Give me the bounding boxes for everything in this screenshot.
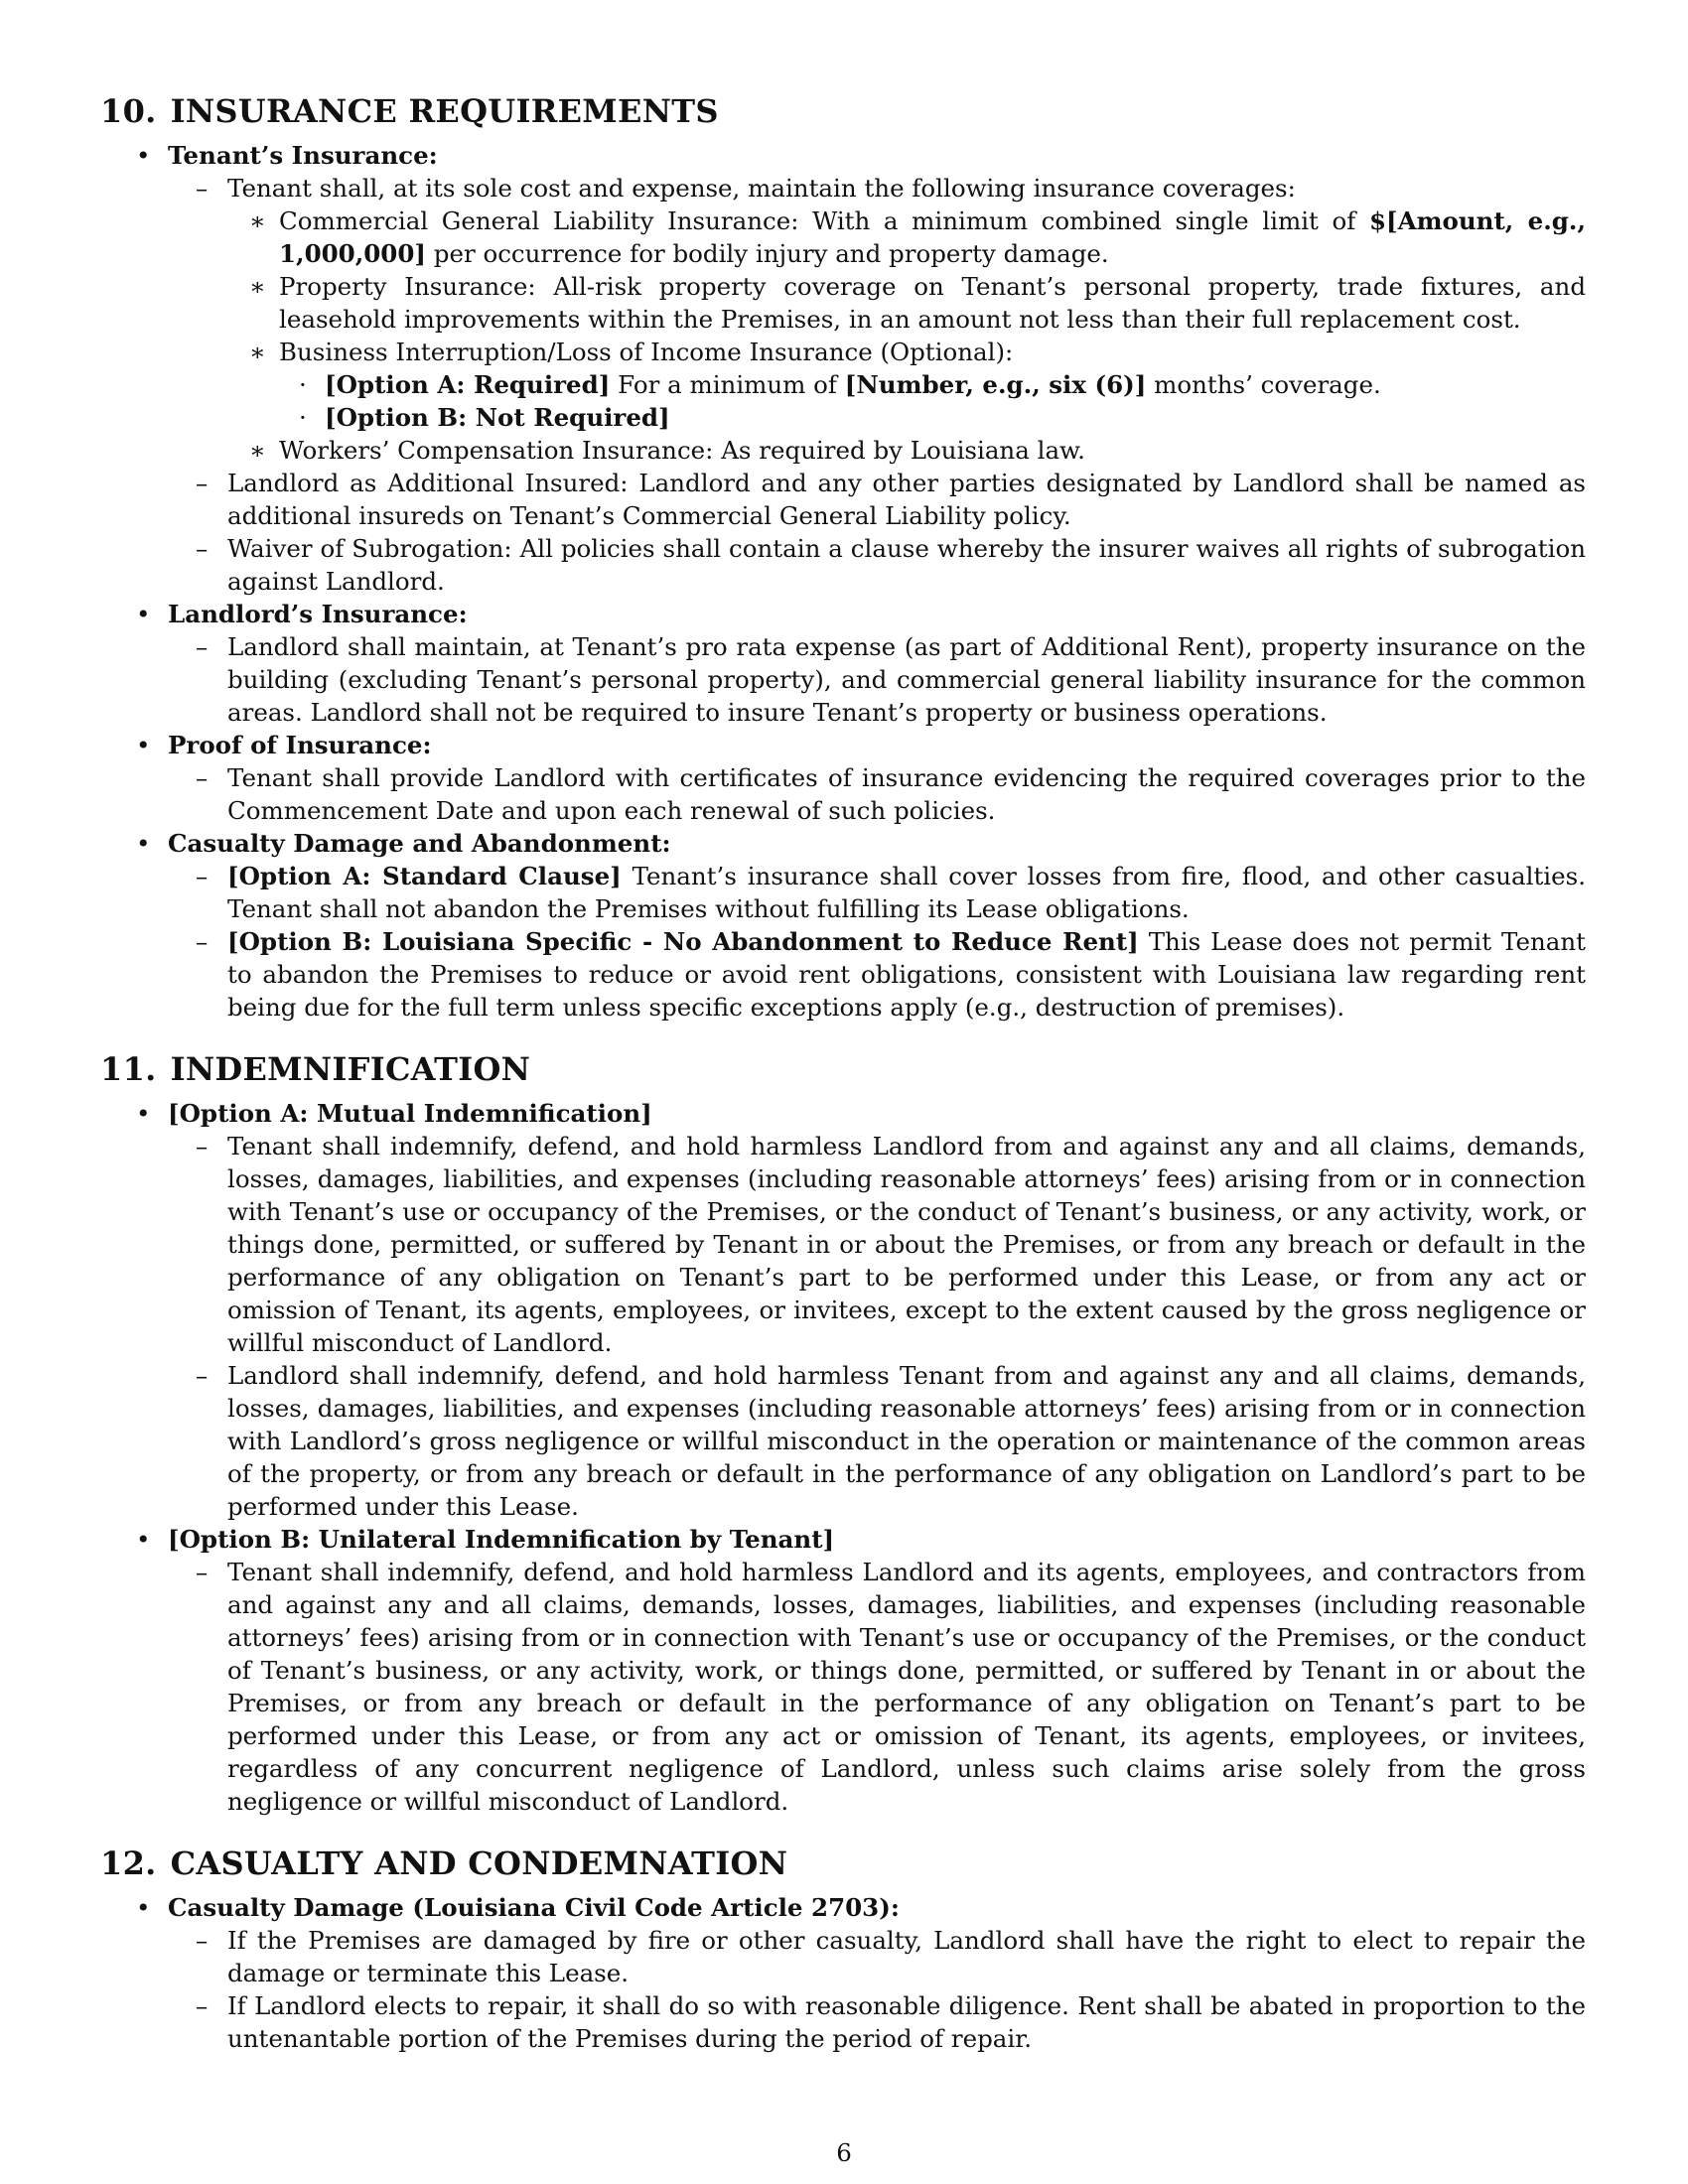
bullet-marker: • [136, 829, 151, 858]
star-marker: ∗ [249, 206, 266, 235]
paragraph-text: Tenant shall, at its sole cost and expense, maintain the following insurance coverages: [227, 174, 1296, 203]
section-casualty-condemnation [100, 1843, 1586, 2055]
list-item [168, 532, 1586, 598]
option-label: [Option A: Standard Clause] [227, 862, 622, 890]
dash-marker: – [196, 1361, 209, 1390]
list-item-landlords-insurance [100, 598, 1586, 729]
bullet-marker: • [136, 141, 151, 170]
option-label: [Option A: Mutual Indemnification] [168, 1099, 652, 1128]
section-heading: 10. INSURANCE REQUIREMENTS [100, 92, 719, 130]
paragraph-text: For a minimum of [610, 370, 845, 399]
paragraph-text: Waiver of Subrogation: All policies shall contain a clause whereby the insurer waives all rights of subrogation against Landlord. [227, 534, 1586, 596]
dot-marker: · [299, 403, 307, 432]
section-title: INSURANCE REQUIREMENTS [170, 92, 719, 130]
paragraph-text: This Lease does not permit Tenant to abandon the Premises to reduce or avoid rent obligations, consistent with Louisiana law regarding rent being due for the full term unless specific exceptions apply (e.g., destruction of premises). [227, 927, 1586, 1022]
list-item-casualty-damage-la [100, 1891, 1586, 2055]
list-item-casualty-damage [100, 827, 1586, 1024]
bullet-marker: • [136, 1525, 151, 1554]
sub-list [168, 1130, 1586, 1523]
dash-marker: – [196, 1132, 209, 1160]
sub-list [168, 172, 1586, 598]
paragraph-text: Tenant shall provide Landlord with certificates of insurance evidencing the required coverages prior to the Commencement Date and upon each renewal of such policies. [227, 763, 1586, 825]
paragraph-text: Property Insurance: All-risk property coverage on Tenant’s personal property, trade fixtures, and leasehold improvements within the Premises, in an amount not less than their full replacement cost. [279, 272, 1586, 334]
paragraph-text: If the Premises are damaged by fire or other casualty, Landlord shall have the right to elect to repair the damage or terminate this Lease. [227, 1926, 1586, 1987]
list-item [168, 467, 1586, 532]
section-heading: 12. CASUALTY AND CONDEMNATION [100, 1844, 788, 1882]
sub-sub-list [227, 205, 1586, 467]
bullet-list [100, 1891, 1586, 2055]
paragraph-text: If Landlord elects to repair, it shall do so with reasonable diligence. Rent shall be abated in proportion to the untenantable portion of the Premises during the period of repair. [227, 1991, 1586, 2053]
paragraph-text: Tenant’s insurance shall cover losses from fire, flood, and other casualties. Tenant shall not abandon the Premises without fulfilling its Lease obligations. [227, 862, 1587, 923]
dash-marker: – [196, 534, 209, 563]
paragraph-text: Commercial General Liability Insurance: With a minimum combined single limit of [279, 206, 1369, 235]
list-item [227, 434, 1586, 467]
paragraph-text: Tenant shall indemnify, defend, and hold harmless Landlord from and against any and all claims, demands, losses, damages, liabilities, and expenses (including reasonable attorneys’ fees) arising from or in connection with Tenant’s use or occupancy of the Premises, or the conduct of Tenant’s business, or any activity, work, or things done, permitted, or suffered by Tenant in or about the Premises, or from any breach or default in the performance of any obligation on Tenant’s part to be performed under this Lease, or from any act or omission of Tenant, its agents, employees, or invitees, except to the extent caused by the gross negligence or willful misconduct of Landlord. [227, 1132, 1586, 1357]
list-item [168, 1989, 1586, 2055]
list-item [279, 401, 1586, 434]
section-heading: 11. INDEMNIFICATION [100, 1050, 531, 1088]
list-item [168, 172, 1586, 467]
sub-sub-sub-list [279, 368, 1586, 434]
dash-marker: – [196, 632, 209, 661]
section-title: INDEMNIFICATION [170, 1050, 531, 1088]
option-label: [Option A: Required] [325, 370, 611, 399]
bullet-list [100, 1097, 1586, 1818]
paragraph-text: per occurrence for bodily injury and property damage. [425, 239, 1109, 268]
sub-list [168, 761, 1586, 827]
item-label: Landlord’s Insurance: [168, 600, 468, 628]
item-label: Tenant’s Insurance: [168, 141, 438, 170]
section-insurance-requirements [100, 91, 1586, 1024]
list-item-option-b [100, 1523, 1586, 1818]
item-label: Proof of Insurance: [168, 731, 432, 759]
dash-marker: – [196, 469, 209, 497]
bullet-marker: • [136, 1893, 151, 1922]
dash-marker: – [196, 927, 209, 956]
sub-list [168, 630, 1586, 729]
bullet-list [100, 139, 1586, 1024]
list-item [227, 336, 1586, 434]
list-item [168, 1924, 1586, 1989]
paragraph-text: Business Interruption/Loss of Income Insurance (Optional): [279, 338, 1014, 366]
list-item [168, 630, 1586, 729]
star-marker: ∗ [249, 436, 266, 465]
list-item [168, 761, 1586, 827]
bullet-marker: • [136, 600, 151, 628]
paragraph-text: Landlord as Additional Insured: Landlord and any other parties designated by Landlord shall be named as additional insureds on Tenant’s Commercial General Liability policy. [227, 469, 1586, 530]
bullet-marker: • [136, 1099, 151, 1128]
list-item [227, 270, 1586, 336]
paragraph-text: Tenant shall indemnify, defend, and hold harmless Landlord and its agents, employees, and contractors from and against any and all claims, demands, losses, damages, liabilities, and expenses (including reasonable attorneys’ fees) arising from or in connection with Tenant’s use or occupancy of the Premises, or the conduct of Tenant’s business, or any activity, work, or things done, permitted, or suffered by Tenant in or about the Premises, or from any breach or default in the performance of any obligation on Tenant’s part to be performed under this Lease, or from any act or omission of Tenant, its agents, employees, or invitees, regardless of any concurrent negligence of Landlord, unless such claims arise solely from the gross negligence or willful misconduct of Landlord. [227, 1558, 1586, 1816]
item-label: Casualty Damage and Abandonment: [168, 829, 671, 858]
sub-list [168, 1556, 1586, 1818]
paragraph-text: Landlord shall maintain, at Tenant’s pro rata expense (as part of Additional Rent), property insurance on the building (excluding Tenant’s personal property), and commercial general liability insurance for the common areas. Landlord shall not be required to insure Tenant’s property or business operations. [227, 632, 1586, 727]
list-item-option-a [100, 1097, 1586, 1523]
dash-marker: – [196, 763, 209, 792]
sub-list [168, 860, 1586, 1024]
dash-marker: – [196, 1926, 209, 1955]
list-item [279, 368, 1586, 401]
paragraph-text: Workers’ Compensation Insurance: As required by Louisiana law. [279, 436, 1085, 465]
list-item [168, 1130, 1586, 1359]
option-label: [Option B: Not Required] [325, 403, 670, 432]
option-label: [Option B: Unilateral Indemnification by Tenant] [168, 1525, 835, 1554]
option-label: [Option B: Louisiana Specific - No Abandonment to Reduce Rent] [227, 927, 1139, 956]
sub-list [168, 1924, 1586, 2055]
star-marker: ∗ [249, 272, 266, 301]
section-title: CASUALTY AND CONDEMNATION [170, 1844, 788, 1882]
placeholder-number: [Number, e.g., six (6)] [844, 370, 1147, 399]
paragraph-text: Landlord shall indemnify, defend, and hold harmless Tenant from and against any and all claims, demands, losses, damages, liabilities, and expenses (including reasonable attorneys’ fees) arising from or in connection with Landlord’s gross negligence or willful misconduct in the operation or maintenance of the common areas of the property, or from any breach or default in the performance of any obligation on Landlord’s part to be performed under this Lease. [227, 1361, 1586, 1521]
list-item [168, 925, 1586, 1024]
list-item-tenants-insurance [100, 139, 1586, 598]
list-item [168, 1556, 1586, 1818]
placeholder-amount: $[Amount, e.g., 1,000,000] [279, 206, 1586, 268]
dash-marker: – [196, 1991, 209, 2020]
list-item [168, 860, 1586, 925]
page-number: 6 [836, 2138, 852, 2167]
dot-marker: · [299, 370, 307, 399]
dash-marker: – [196, 1558, 209, 1586]
star-marker: ∗ [249, 338, 266, 366]
list-item [227, 205, 1586, 270]
document-page [100, 91, 1586, 2081]
section-indemnification [100, 1049, 1586, 1818]
dash-marker: – [196, 174, 209, 203]
paragraph-text: months’ coverage. [1146, 370, 1381, 399]
list-item [168, 1359, 1586, 1523]
list-item-proof-of-insurance [100, 729, 1586, 827]
bullet-marker: • [136, 731, 151, 759]
item-label: Casualty Damage (Louisiana Civil Code Article 2703): [168, 1893, 900, 1922]
dash-marker: – [196, 862, 209, 890]
